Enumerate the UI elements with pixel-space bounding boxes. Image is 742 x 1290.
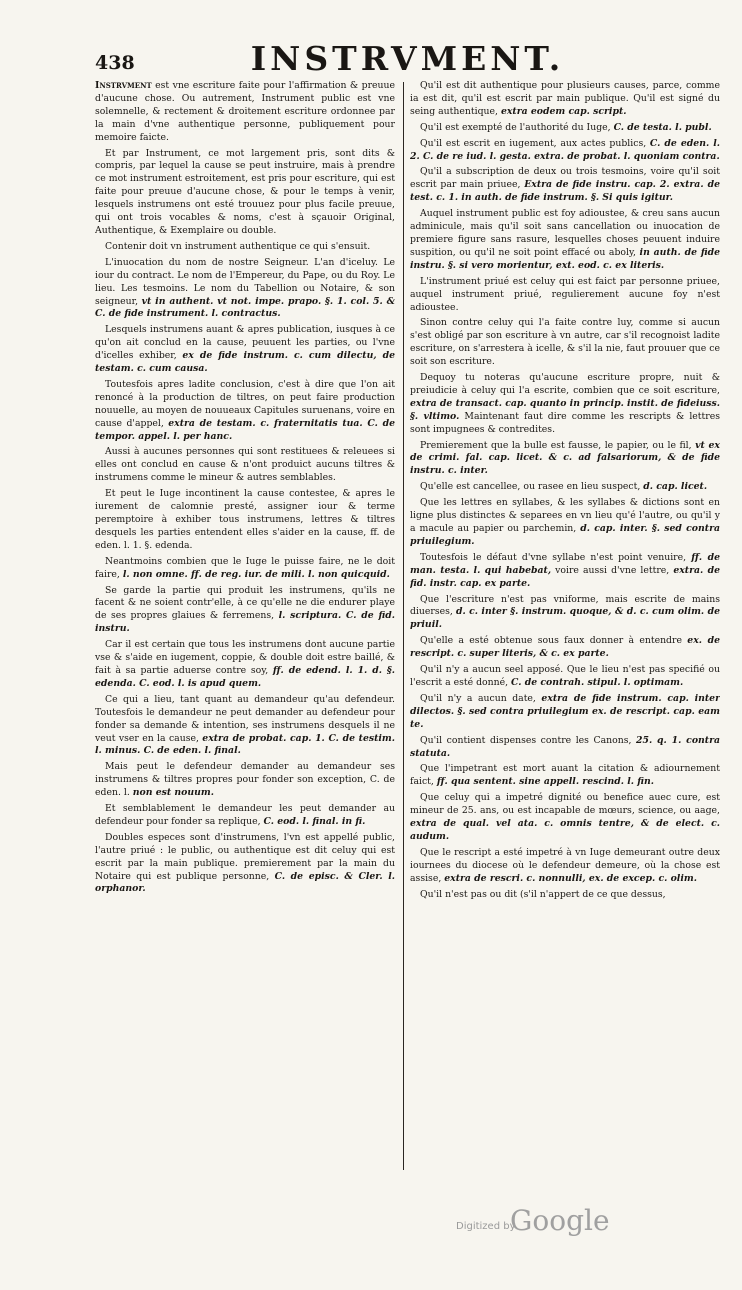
paragraph-text: Que les lettres en syllabes, & les syllabes & dictions sont en ligne plus distinctes & separees en vn lieu qu'é l'autre, ou qu'il y a macule au papier ou parchemin, [410,497,720,534]
paragraph-text: Qu'il n'y a aucun date, [420,692,542,704]
citation: C. de testa. l. publ. [613,121,712,133]
paragraph-text: Neantmoins combien que le Iuge le puisse faire, ne le doit faire, [95,555,395,580]
paragraph: Et peut le Iuge incontinent la cause contestee, & apres le iurement de calomnie presté, assigner iour & terme peremptoire à exhiber tous instrumens, lettres & tiltres desquels les parties entendent elles s'aider en la cause, ff. de eden. l. 1. §. edenda. [95,488,395,551]
citation: non est nouum. [132,787,214,799]
citation: ff. de man. testa. l. qui habebat, [410,551,720,576]
digitized-watermark [456,1204,656,1242]
watermark-prefix: Digitized by [456,1221,516,1232]
citation: in auth. de fide instru. §. si vero morientur, ext. eod. c. ex literis. [410,246,720,271]
paragraph [410,693,720,732]
paragraph [410,80,720,119]
paragraph-text: Qu'il n'y a aucun seel apposé. Que le lieu n'est pas specifié ou l'escrit a esté donné, [410,664,720,688]
paragraph [410,166,720,205]
left-column [95,80,395,1170]
citation: l. non omne. ff. de reg. iur. de mili. l. non quicquid. [122,568,390,580]
right-column [410,80,720,1170]
google-logo: Google [510,1204,610,1237]
paragraph: Qu'il n'est pas ou dit (s'il n'appert de ce que dessus, [420,888,666,900]
paragraph-text: Ce qui a lieu, tant quant au demandeur qu'au defendeur. Toutesfois le demandeur ne peut demander au defendeur pour fonder sa demande & intention, ses instrumens desquels il ne veut vser en la cause, [95,693,395,744]
citation: extra de transact. cap. quanto in princip. instit. de fideiuss. §. vltimo. [410,397,720,422]
paragraph-text: Car il est certain que tous les instrumens dont aucune partie vse & s'aide en iugement, coppie, & double doit estre baillé, & fait à sa partie aduerse contre soy, [95,639,395,676]
paragraph-text: Que le rescript a esté impetré à vn Iuge demeurant outre deux iournees du diocese où le defendeur demeure, où la chose est assise, [410,846,720,884]
paragraph-text: Qu'il a subscription de deux ou trois tesmoins, voire qu'il soit escrit par main priuee, [410,166,720,191]
paragraph [410,497,720,549]
paragraph [95,761,395,800]
citation: d. cap. inter. §. sed contra priuilegium. [410,523,720,547]
paragraph [95,803,395,829]
page-number: 438 [95,52,135,74]
citation: extra de qual. vel ata. c. omnis tentre, & de elect. c. audum. [410,818,720,842]
paragraph-text: Lesquels instrumens auant & apres publication, iusques à ce qu'on ait conclud en la cause, peuuent les parties, ou l'vne d'icelles exhiber, [95,324,395,362]
paragraph: Aussi à aucunes personnes qui sont restituees & releuees si elles ont conclud en cause & n'ont produict aucuns tiltres & instrumens comme le mineur & autres semblables. [95,446,395,484]
paragraph [95,694,395,759]
paragraph-text: Se garde la partie qui produit les instrumens, qu'ils ne facent & ne soient contr'elle, à ce qu'elle ne die endurer playe de ses propres glaiues & ferremens, [95,584,395,622]
citation: ex. de rescript. c. super literis, & c. ex parte. [410,635,720,660]
paragraph [95,832,395,897]
paragraph [410,792,720,844]
citation: d. cap. licet. [643,481,708,493]
paragraph [410,440,720,479]
paragraph [410,122,720,135]
running-head: INSTRVMENT. [250,39,565,78]
paragraph-text: est vne escriture faite pour l'affirmation & preuue d'aucune chose. Ou autrement, Instrument public est vne solemnelle, & rectement & droitement escriture ordonnee par la main d'vne authentique personne, publiquement pour memoire faicte. [95,80,395,143]
citation: vt in authent. vt not. impe. prapo. §. 1. col. 5. & C. de fide instrument. l. contractus. [95,295,395,320]
paragraph [410,552,720,591]
paragraph-text: Maintenant faut dire comme les rescripts & lettres sont impugnees & contredites. [410,410,720,435]
citation: C. de episc. & Cler. l. orphanor. [95,870,395,895]
citation: l. scriptura. C. de fid. instru. [95,610,395,635]
paragraph [410,481,720,494]
paragraph [410,664,720,690]
citation: ff. de edend. l. 1. d. §. edenda. C. eod. l. is apud quem. [95,664,395,689]
page-header [95,38,720,80]
citation: ex de fide instrum. c. cum dilectu, de testam. c. cum causa. [95,350,395,375]
paragraph-text: Que l'escriture n'est pas vniforme, mais escrite de mains diuerses, [410,593,720,618]
paragraph-text: Que celuy qui a impetré dignité ou benefice auec cure, est mineur de 25. ans, ou est incapable de mœurs, science, ou aage, [410,792,720,817]
paragraph-text: voire aussi d'vne lettre, [551,564,674,576]
paragraph: Sinon contre celuy qui l'a faite contre luy, comme si aucun s'est obligé par son escriture à vn autre, car s'il recognoist ladite escriture, on s'arrestera à icelle, & s'il la nie, faut prouuer que ce soit son escriture. [410,317,720,368]
paragraph-text: Doubles especes sont d'instrumens, l'vn est appellé public, l'autre priué : le public, ou authentique est dit celuy qui est escrit par la main publique. premierement par la main du Notaire qui est publique personne, [95,831,395,882]
paragraph [95,257,395,322]
paragraph [95,80,395,145]
paragraph-text: Et semblablement le demandeur les peut demander au defendeur pour fonder sa replique, [95,803,395,827]
paragraph: L'instrument priué est celuy qui est faict par personne priuee, auquel instrument priué, regulierement aucune foy n'est adioustee. [410,275,720,313]
citation: extra de rescri. c. nonnulli, ex. de excep. c. olim. [444,872,697,884]
paragraph-text: Qu'il est exempté de l'authorité du Iuge, [420,121,614,133]
citation: extra de probat. cap. 1. C. de testim. l. minus. C. de eden. l. final. [95,732,395,757]
citation: 25. q. 1. contra statuta. [410,734,720,759]
paragraph-text: Dequoy tu noteras qu'aucune escriture propre, nuit & preiudicie à celuy qui l'a escrite, combien que ce soit escriture, [410,372,720,396]
paragraph [410,138,720,164]
citation: extra de testam. c. fraternitatis tua. C. de tempor. appel. l. per hanc. [95,417,395,442]
column-divider [403,82,404,1170]
paragraph-text: Qu'il contient dispenses contre les Canons, [420,734,637,746]
paragraph-text: Qu'elle est cancellee, ou rasee en lieu suspect, [420,481,644,493]
paragraph-text: Toutesfois le défaut d'vne syllabe n'est point venuire, [420,551,692,563]
citation: d. c. inter §. instrum. quoque, & d. c. cum olim. de priuil. [410,606,720,631]
paragraph-text: Que l'impetrant est mort auant la citation & adiournement faict, [410,763,720,788]
paragraph [95,324,395,376]
paragraph-text: Premierement que la bulle est fausse, le papier, ou le fil, [420,439,696,451]
paragraph-text: Qu'elle a esté obtenue sous faux donner à entendre [420,635,688,647]
citation: vt ex de crimi. fal. cap. licet. & c. ad falsariorum, & de fide instru. c. inter. [410,439,720,477]
lead-word: Instrvment [95,80,152,91]
citation: C. eod. l. final. in fi. [263,815,366,827]
paragraph [410,594,720,633]
paragraph [410,847,720,886]
citation: extra de fide instrum. cap. inter dilectos. §. sed contra priuilegium ex. de rescript. cap. eam te. [410,692,720,730]
paragraph-text: Auquel instrument public est foy adioustee, & creu sans aucun adminicule, mais qu'il soit sans cancellation ou inuocation de premiere figure sans rasure, lesquelles choses peuuent induire suspition, ou qu'il ne soit point effacé ou aboly, [410,208,720,258]
paragraph-text: Qu'il est dit authentique pour plusieurs causes, parce, comme ia est dit, qu'il est escrit par main publique. Qu'il est signé du seing authentique, [410,80,720,117]
paragraph [95,585,395,637]
paragraph [410,763,720,789]
paragraph-text: Mais peut le defendeur demander au demandeur ses instrumens & tiltres propres pour fonder son exception, C. de eden. l. [95,761,395,799]
paragraph-text: Toutesfois apres ladite conclusion, c'est à dire que l'on ait renoncé à la production de tiltres, on peut faire production nouuelle, au moyen de nouueaux Capitules suruenans, voire en cause d'appel, [95,378,395,429]
paragraph [95,639,395,691]
paragraph [410,635,720,661]
citation: ff. qua sentent. sine appell. rescind. l. fin. [436,776,655,788]
paragraph [410,735,720,761]
citation: extra. de fid. instr. cap. ex parte. [410,564,720,589]
citation: C. de eden. l. 2. C. de re iud. l. gesta. extra. de probat. l. quoniam contra. [410,137,720,162]
paragraph [410,208,720,273]
citation: Extra de fide instru. cap. 2. extra. de test. c. 1. in auth. de fide instrum. §. Si quis igitur. [410,179,720,204]
paragraph: Et par Instrument, ce mot largement pris, sont dits & compris, par lequel la cause se peut instruire, mais à prendre ce mot instrument estroitement, est pris pour escriture, qui est faite pour preuue d'aucune chose, & pour le temps à venir, lesquels instrumens ont esté trouuez pour plus facile preuue, qui ont trois vocables & noms, c'est à sçauoir Original, Authentique, & Exemplaire ou double. [95,147,395,236]
citation: C. de contrah. stipul. l. optimam. [511,676,684,688]
citation: extra eodem cap. script. [500,105,627,117]
paragraph-text: Qu'il est escrit en iugement, aux actes publics, [420,137,650,149]
paragraph: Contenir doit vn instrument authentique ce qui s'ensuit. [105,240,371,252]
paragraph [410,372,720,437]
paragraph [95,556,395,582]
paragraph [95,379,395,444]
paragraph-text: L'inuocation du nom de nostre Seigneur. L'an d'iceluy. Le iour du contract. Le nom de l'Empereur, du Pape, ou du Roy. Le lieu. Les tesmoins. Le nom du Tabellion ou Notaire, & son seigneur, [95,256,395,307]
